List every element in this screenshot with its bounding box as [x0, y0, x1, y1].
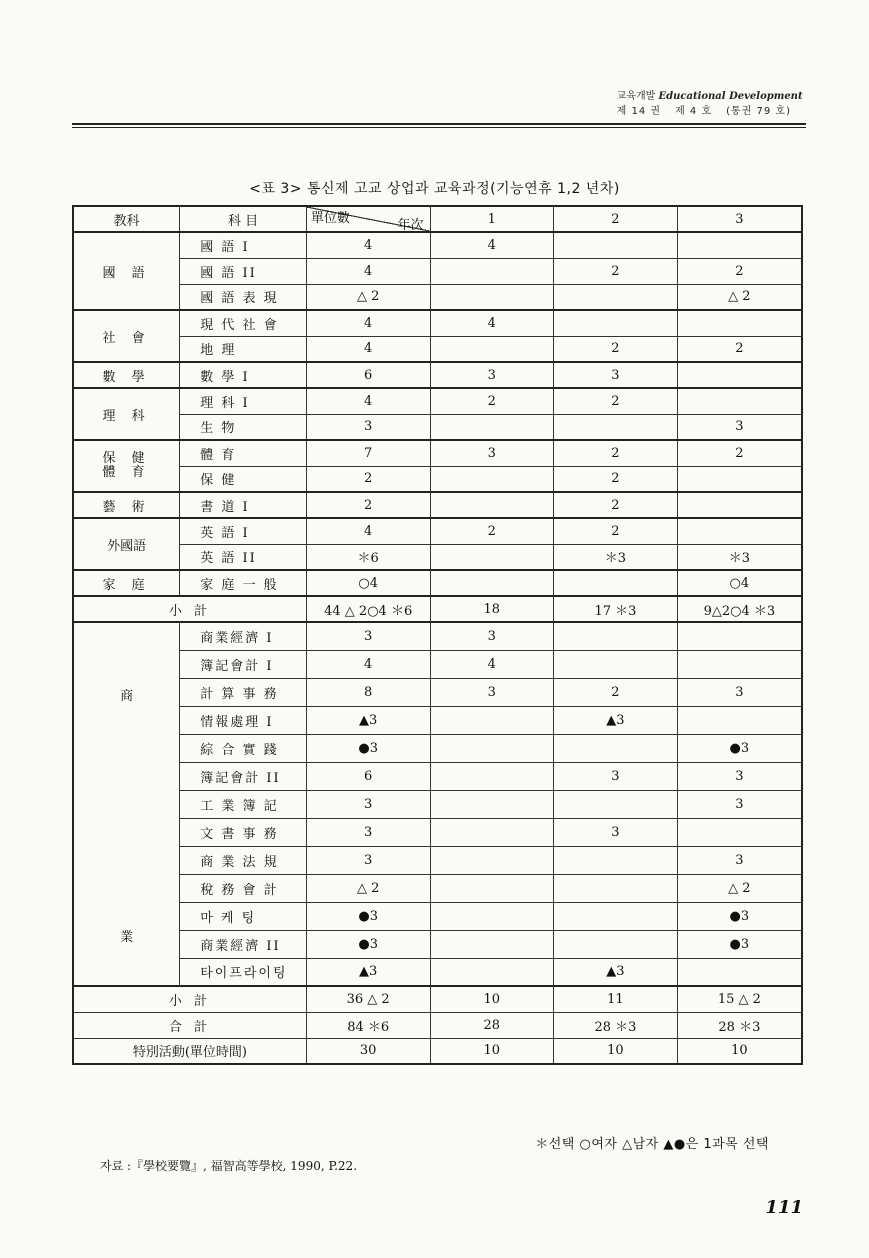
course-cell: 情報處理 I [180, 706, 307, 734]
commerce-label-bottom: 業 [120, 930, 134, 945]
year1-cell: 18 [430, 596, 554, 622]
year2-cell: 3 [554, 818, 678, 846]
year1-cell [430, 790, 554, 818]
table-row [73, 818, 802, 846]
units-cell: 3 [306, 790, 430, 818]
year3-cell: △ 2 [677, 874, 802, 902]
subject-area-cell: 家 庭 [73, 570, 180, 596]
year3-cell: 3 [677, 414, 802, 440]
units-cell: 4 [306, 336, 430, 362]
units-cell: △ 2 [306, 284, 430, 310]
year1-cell [430, 466, 554, 492]
year2-cell [554, 874, 678, 902]
year3-cell [677, 466, 802, 492]
units-cell: 4 [306, 518, 430, 544]
header-subject-area: 教科 [73, 206, 180, 232]
table-row [73, 570, 802, 596]
table-row [73, 362, 802, 388]
units-cell: 2 [306, 492, 430, 518]
year3-cell [677, 310, 802, 336]
serial-number: (통권 79 호) [726, 106, 791, 117]
course-cell: 數 學 I [180, 362, 307, 388]
course-cell: 簿記會計 I [180, 650, 307, 678]
year3-cell [677, 388, 802, 414]
journal-title-ko: 교육개발 [616, 91, 656, 102]
year1-cell: 3 [430, 362, 554, 388]
subject-area-line: 保 健 [102, 451, 151, 466]
year1-cell: 28 [430, 1012, 554, 1038]
year1-cell [430, 874, 554, 902]
year2-cell [554, 930, 678, 958]
header-course: 科 目 [180, 206, 307, 232]
units-cell: 8 [306, 678, 430, 706]
table-row [73, 622, 802, 650]
year2-cell [554, 902, 678, 930]
units-cell: 30 [306, 1038, 430, 1064]
units-cell: 4 [306, 310, 430, 336]
year1-cell: 10 [430, 1038, 554, 1064]
year2-cell [554, 284, 678, 310]
course-cell: 商業經濟 I [180, 622, 307, 650]
year2-cell: 2 [554, 466, 678, 492]
units-cell: 44 △ 2○4 ＊6 [306, 596, 430, 622]
year3-cell: ＊3 [677, 544, 802, 570]
table-row [73, 232, 802, 258]
year2-cell [554, 310, 678, 336]
year3-cell: ○4 [677, 570, 802, 596]
course-cell: 마 케 팅 [180, 902, 307, 930]
units-cell: ＊6 [306, 544, 430, 570]
course-cell: 綜 合 實 踐 [180, 734, 307, 762]
year3-cell: 3 [677, 790, 802, 818]
table-row [73, 258, 802, 284]
total-row [73, 1012, 802, 1038]
year3-cell: 28 ＊3 [677, 1012, 802, 1038]
year2-cell: 10 [554, 1038, 678, 1064]
header-rule [72, 123, 806, 128]
curriculum-table [72, 205, 803, 1065]
subject-area-cell: 數 學 [73, 362, 180, 388]
table-row [73, 492, 802, 518]
year1-cell [430, 570, 554, 596]
year3-cell: 2 [677, 258, 802, 284]
special-activities-label: 特別活動(單位時間) [73, 1038, 306, 1064]
course-cell: 國 語 I [180, 232, 307, 258]
year3-cell [677, 622, 802, 650]
year1-cell: 3 [430, 622, 554, 650]
course-cell: 商業經濟 II [180, 930, 307, 958]
year3-cell [677, 518, 802, 544]
journal-title [617, 89, 805, 104]
table-row [73, 440, 802, 466]
units-cell: 3 [306, 818, 430, 846]
units-cell: 3 [306, 622, 430, 650]
year2-cell: 2 [554, 258, 678, 284]
commerce-label-top: 商 [120, 689, 134, 704]
year3-cell: ●3 [677, 930, 802, 958]
table-row [73, 414, 802, 440]
course-cell: 簿記會計 II [180, 762, 307, 790]
table-row [73, 388, 802, 414]
subtotal-row [73, 986, 802, 1012]
table-row [73, 902, 802, 930]
units-cell: 3 [306, 414, 430, 440]
units-cell: 4 [306, 258, 430, 284]
year1-cell: 3 [430, 440, 554, 466]
year2-cell: 11 [554, 986, 678, 1012]
table-row [73, 734, 802, 762]
year3-cell: 2 [677, 440, 802, 466]
subject-area-cell: 理 科 [73, 388, 180, 440]
course-cell: 타이프라이팅 [180, 958, 307, 986]
subject-area-cell [73, 440, 180, 492]
year1-cell: 4 [430, 650, 554, 678]
year3-cell: 3 [677, 846, 802, 874]
year3-cell [677, 818, 802, 846]
table-row [73, 762, 802, 790]
year3-cell [677, 492, 802, 518]
course-cell: 地 理 [180, 336, 307, 362]
table-header-row [73, 206, 802, 232]
source-note: 자료 :『學校要覽』, 福智高等學校, 1990, P.22. [100, 1159, 358, 1173]
units-cell: ●3 [306, 902, 430, 930]
units-cell: ▲3 [306, 958, 430, 986]
year3-cell: 9△2○4 ＊3 [677, 596, 802, 622]
subject-area-line: 體 育 [102, 465, 151, 480]
table-row [73, 874, 802, 902]
year1-cell [430, 846, 554, 874]
year1-cell: 4 [430, 310, 554, 336]
issue-number: 제 4 호 [675, 106, 713, 117]
total-label: 合 計 [73, 1012, 306, 1038]
subject-area-cell: 國 語 [73, 232, 180, 310]
year3-cell: 10 [677, 1038, 802, 1064]
year1-cell [430, 902, 554, 930]
year2-cell: 17 ＊3 [554, 596, 678, 622]
header-year-3: 3 [677, 206, 802, 232]
table-row [73, 544, 802, 570]
course-cell: 英 語 II [180, 544, 307, 570]
course-cell: 現 代 社 會 [180, 310, 307, 336]
year3-cell: 3 [677, 678, 802, 706]
course-cell: 計 算 事 務 [180, 678, 307, 706]
subtotal-label: 小 計 [73, 986, 306, 1012]
year2-cell: 2 [554, 388, 678, 414]
year1-cell: 2 [430, 518, 554, 544]
table-row [73, 930, 802, 958]
units-cell: 36 △ 2 [306, 986, 430, 1012]
year2-cell: ▲3 [554, 706, 678, 734]
units-cell: 4 [306, 232, 430, 258]
journal-header [617, 89, 805, 119]
year2-cell: ＊3 [554, 544, 678, 570]
year1-cell: 4 [430, 232, 554, 258]
year2-cell [554, 570, 678, 596]
year1-cell [430, 544, 554, 570]
year2-cell: 2 [554, 440, 678, 466]
year1-cell [430, 762, 554, 790]
table-row [73, 678, 802, 706]
year1-cell: 2 [430, 388, 554, 414]
special-activities-row [73, 1038, 802, 1064]
units-cell: 6 [306, 762, 430, 790]
volume-number: 제 14 권 [616, 106, 662, 117]
course-cell: 國 語 II [180, 258, 307, 284]
header-diagonal-cell [306, 206, 430, 232]
units-cell: 84 ＊6 [306, 1012, 430, 1038]
table-row [73, 790, 802, 818]
subject-area-cell-commerce [73, 622, 180, 986]
year1-cell [430, 818, 554, 846]
year3-cell: 2 [677, 336, 802, 362]
year1-cell [430, 492, 554, 518]
course-cell: 國 語 表 現 [180, 284, 307, 310]
units-cell: 6 [306, 362, 430, 388]
subtotal-label: 小 計 [73, 596, 306, 622]
year2-cell [554, 790, 678, 818]
year3-cell: 3 [677, 762, 802, 790]
journal-title-en: Educational Development [658, 91, 803, 102]
year3-cell [677, 232, 802, 258]
header-year-2: 2 [554, 206, 678, 232]
year2-cell: 3 [554, 362, 678, 388]
table-row [73, 846, 802, 874]
year1-cell [430, 706, 554, 734]
subject-area-cell: 藝 術 [73, 492, 180, 518]
course-cell: 工 業 簿 記 [180, 790, 307, 818]
units-cell: 4 [306, 388, 430, 414]
page-number: 111 [765, 1197, 803, 1218]
year2-cell: 3 [554, 762, 678, 790]
year1-cell [430, 414, 554, 440]
course-cell: 體 育 [180, 440, 307, 466]
header-year-1: 1 [430, 206, 554, 232]
subject-area-cell: 社 會 [73, 310, 180, 362]
volume-line [617, 104, 805, 119]
year2-cell: ▲3 [554, 958, 678, 986]
table-row [73, 336, 802, 362]
table-legend: ＊선택 ○여자 △남자 ▲●은 1과목 선택 [535, 1137, 769, 1152]
year3-cell: 15 △ 2 [677, 986, 802, 1012]
year2-cell: 2 [554, 336, 678, 362]
table-row [73, 284, 802, 310]
units-cell: 3 [306, 846, 430, 874]
year2-cell [554, 846, 678, 874]
course-cell: 書 道 I [180, 492, 307, 518]
units-cell: △ 2 [306, 874, 430, 902]
year1-cell [430, 258, 554, 284]
year2-cell [554, 622, 678, 650]
units-cell: ●3 [306, 734, 430, 762]
units-cell: ○4 [306, 570, 430, 596]
year3-cell: △ 2 [677, 284, 802, 310]
units-cell: ●3 [306, 930, 430, 958]
course-cell: 生 物 [180, 414, 307, 440]
table-row [73, 706, 802, 734]
year3-cell: ●3 [677, 734, 802, 762]
course-cell: 商 業 法 規 [180, 846, 307, 874]
year2-cell: 2 [554, 492, 678, 518]
table-row [73, 650, 802, 678]
year1-cell [430, 734, 554, 762]
year2-cell: 2 [554, 518, 678, 544]
year1-cell [430, 284, 554, 310]
header-units-label: 單位數 [310, 211, 350, 226]
units-cell: ▲3 [306, 706, 430, 734]
year2-cell: 2 [554, 678, 678, 706]
year2-cell [554, 232, 678, 258]
year3-cell [677, 362, 802, 388]
course-cell: 保 健 [180, 466, 307, 492]
table-row [73, 466, 802, 492]
year1-cell: 10 [430, 986, 554, 1012]
units-cell: 4 [306, 650, 430, 678]
header-year-label: 年次 [397, 218, 424, 233]
year1-cell [430, 930, 554, 958]
subtotal-row [73, 596, 802, 622]
year2-cell [554, 734, 678, 762]
table-row [73, 310, 802, 336]
subject-area-cell: 外國語 [73, 518, 180, 570]
course-cell: 理 科 I [180, 388, 307, 414]
units-cell: 7 [306, 440, 430, 466]
year2-cell: 28 ＊3 [554, 1012, 678, 1038]
year2-cell [554, 650, 678, 678]
course-cell: 家 庭 一 般 [180, 570, 307, 596]
year1-cell: 3 [430, 678, 554, 706]
course-cell: 英 語 I [180, 518, 307, 544]
year3-cell [677, 958, 802, 986]
year3-cell [677, 706, 802, 734]
table-row [73, 958, 802, 986]
year1-cell [430, 958, 554, 986]
table-row [73, 518, 802, 544]
table-caption: <표 3> 통신제 고교 상업과 교육과정(기능연휴 1,2 년차) [249, 181, 620, 197]
year1-cell [430, 336, 554, 362]
units-cell: 2 [306, 466, 430, 492]
year2-cell [554, 414, 678, 440]
course-cell: 文 書 事 務 [180, 818, 307, 846]
year3-cell [677, 650, 802, 678]
course-cell: 稅 務 會 計 [180, 874, 307, 902]
year3-cell: ●3 [677, 902, 802, 930]
